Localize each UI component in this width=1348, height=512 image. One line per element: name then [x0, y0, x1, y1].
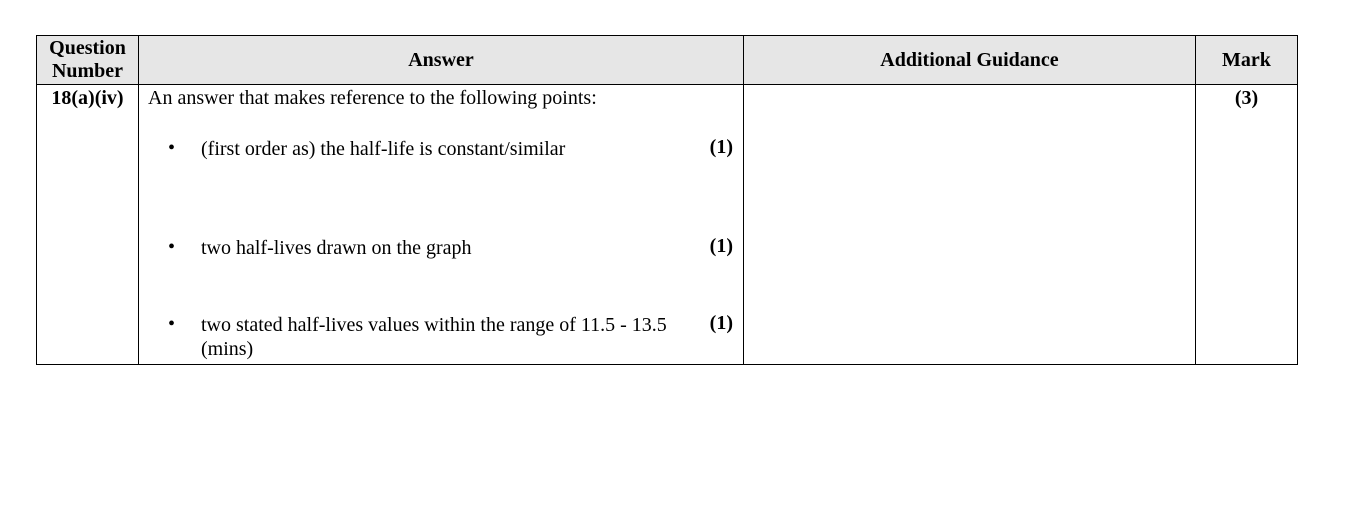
- header-mark: Mark: [1196, 36, 1298, 85]
- marking-point-mark: (1): [709, 312, 733, 334]
- marking-point-text: two stated half-lives values within the range of 11.5 - 13.5 (mins): [201, 314, 667, 360]
- question-number-cell: 18(a)(iv): [37, 85, 139, 365]
- bullet-icon: •: [168, 313, 176, 335]
- header-answer: Answer: [139, 36, 744, 85]
- marking-point-text: two half-lives drawn on the graph: [201, 237, 472, 259]
- marking-point-text: (first order as) the half-life is constant/similar: [201, 138, 566, 160]
- marking-point-mark: (1): [709, 136, 733, 158]
- marking-point-mark: (1): [709, 235, 733, 257]
- header-additional-guidance: Additional Guidance: [744, 36, 1196, 85]
- answer-intro: An answer that makes reference to the following points:: [148, 87, 597, 109]
- header-row: [37, 36, 1298, 85]
- additional-guidance-cell: [744, 85, 1196, 365]
- total-mark-cell: (3): [1196, 85, 1298, 365]
- bullet-icon: •: [168, 137, 176, 159]
- bullet-icon: •: [168, 236, 176, 258]
- table-row: [37, 85, 1298, 365]
- mark-scheme-table: [36, 35, 1298, 365]
- answer-cell: [139, 85, 744, 365]
- header-question-number: Question Number: [37, 36, 139, 85]
